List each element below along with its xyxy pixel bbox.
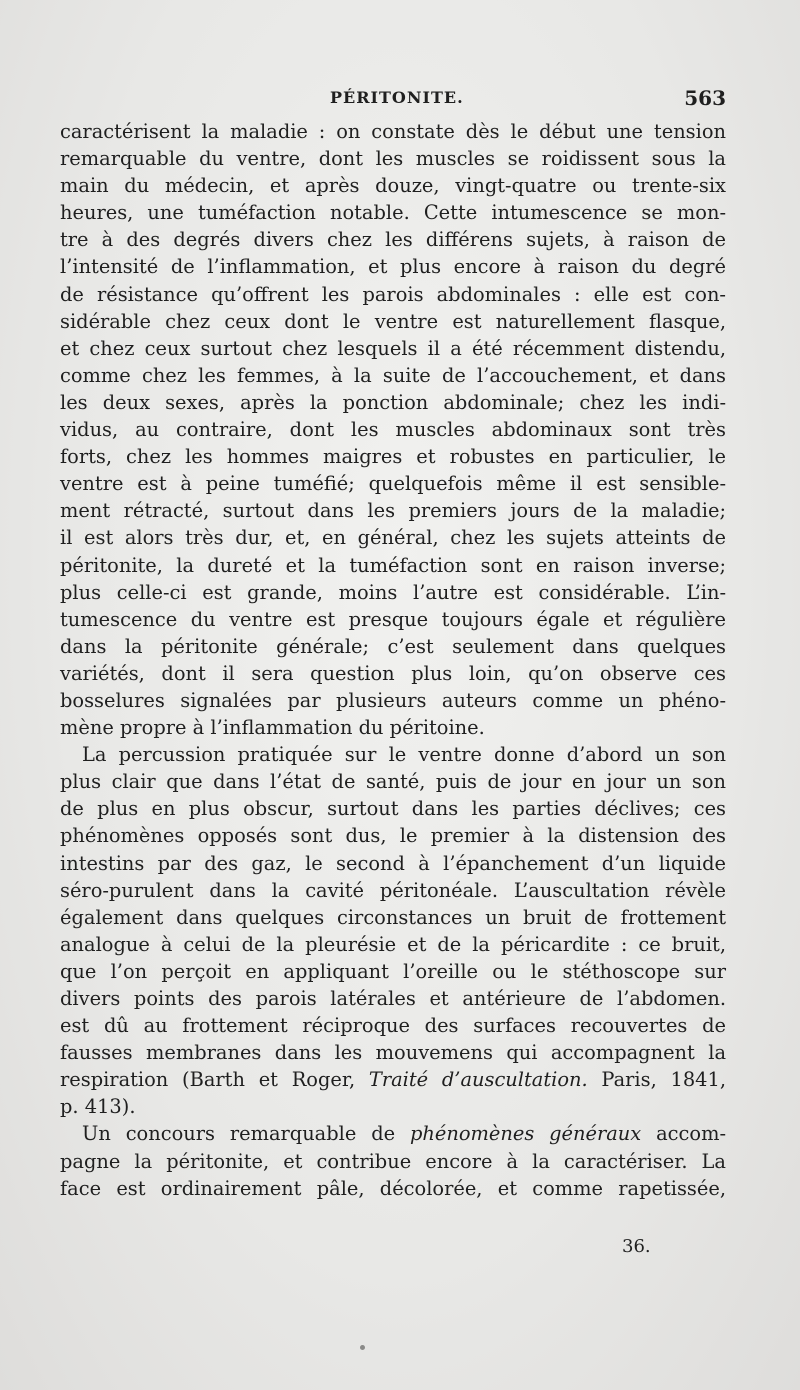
- text-line: divers points des parois latérales et antérieure de l’abdomen.: [60, 987, 726, 1010]
- text-line: vidus, au contraire, dont les muscles abdominaux sont très: [60, 418, 726, 442]
- text-line: La percussion pratiquée sur le ventre donne d’abord un son: [82, 743, 726, 767]
- text-line: face est ordinairement pâle, décolorée, et comme rapetissée,: [60, 1176, 726, 1200]
- text-line: fausses membranes dans les mouvemens qui accompagnent la: [60, 1041, 726, 1065]
- text-line: tre à des degrés divers chez les différens sujets, à raison de: [60, 228, 726, 252]
- ink-speck: [360, 1345, 365, 1350]
- text-line: [60, 1066, 726, 1093]
- text-line: forts, chez les hommes maigres et robustes en particulier, le: [60, 445, 726, 469]
- text-line: plus clair que dans l’état de santé, puis de jour en jour un son: [60, 770, 726, 794]
- text-line: remarquable du ventre, dont les muscles se roidissent sous la: [60, 147, 726, 171]
- text-fragment: Un concours remarquable de: [82, 1122, 410, 1146]
- text-line: analogue à celui de la pleurésie et de la péricardite : ce bruit,: [60, 932, 726, 956]
- text-line: dans la péritonite générale; c’est seulement dans quelques: [60, 634, 726, 658]
- text-line: heures, une tuméfaction notable. Cette intumescence se mon-: [60, 201, 726, 225]
- text-line: de plus en plus obscur, surtout dans les parties déclives; ces: [60, 797, 726, 821]
- text-line: de résistance qu’offrent les parois abdominales : elle est con-: [60, 282, 726, 306]
- text-line: péritonite, la dureté et la tuméfaction sont en raison inverse;: [60, 553, 726, 577]
- text-line: sidérable chez ceux dont le ventre est naturellement flasque,: [60, 309, 726, 333]
- text-line: ment rétracté, surtout dans les premiers jours de la maladie;: [60, 499, 726, 523]
- text-line: bosselures signalées par plusieurs auteurs comme un phéno-: [60, 688, 726, 712]
- text-line: l’intensité de l’inflammation, et plus encore à raison du degré: [60, 255, 726, 279]
- text-line: il est alors très dur, et, en général, chez les sujets atteints de: [60, 526, 726, 550]
- text-line: ventre est à peine tuméfié; quelquefois même il est sensible-: [60, 472, 726, 496]
- text-fragment: accom-: [641, 1122, 727, 1146]
- text-line: séro-purulent dans la cavité péritonéale. L’auscultation révèle: [60, 878, 726, 902]
- text-line: mène propre à l’inflammation du péritoine.: [60, 716, 485, 740]
- page-number: 563: [684, 86, 726, 110]
- running-head: PÉRITONITE.: [330, 88, 464, 107]
- signature-mark: 36.: [622, 1236, 651, 1257]
- text-line: plus celle-ci est grande, moins l’autre est considérable. L’in-: [60, 580, 726, 604]
- text-line: main du médecin, et après douze, vingt-quatre ou trente-six: [60, 174, 726, 198]
- text-line: [60, 1120, 726, 1147]
- text-fragment: respiration (Barth et Roger,: [60, 1068, 369, 1092]
- text-line: et chez ceux surtout chez lesquels il a été récemment distendu,: [60, 336, 726, 360]
- italic-title: Traité d’auscultation.: [368, 1068, 588, 1092]
- text-line: caractérisent la maladie : on constate dès le début une tension: [60, 120, 726, 143]
- text-line: p. 413).: [60, 1095, 136, 1119]
- text-line: pagne la péritonite, et contribue encore à la caractériser. La: [60, 1149, 726, 1173]
- text-line: les deux sexes, après la ponction abdominale; chez les indi-: [60, 390, 726, 414]
- text-line: phénomènes opposés sont dus, le premier à la distension des: [60, 824, 726, 848]
- italic-title: phénomènes généraux: [409, 1122, 642, 1146]
- text-fragment: Paris, 1841,: [587, 1068, 726, 1092]
- text-line: également dans quelques circonstances un bruit de frottement: [60, 905, 726, 929]
- text-line: comme chez les femmes, à la suite de l’accouchement, et dans: [60, 363, 726, 387]
- text-line: tumescence du ventre est presque toujours égale et régulière: [60, 607, 726, 631]
- body-text: [60, 118, 726, 1202]
- text-line: intestins par des gaz, le second à l’épanchement d’un liquide: [60, 851, 726, 875]
- text-line: variétés, dont il sera question plus loin, qu’on observe ces: [60, 661, 726, 685]
- page-header: [60, 88, 726, 114]
- text-line: que l’on perçoit en appliquant l’oreille ou le stéthoscope sur: [60, 959, 726, 983]
- text-line: est dû au frottement réciproque des surfaces recouvertes de: [60, 1014, 726, 1038]
